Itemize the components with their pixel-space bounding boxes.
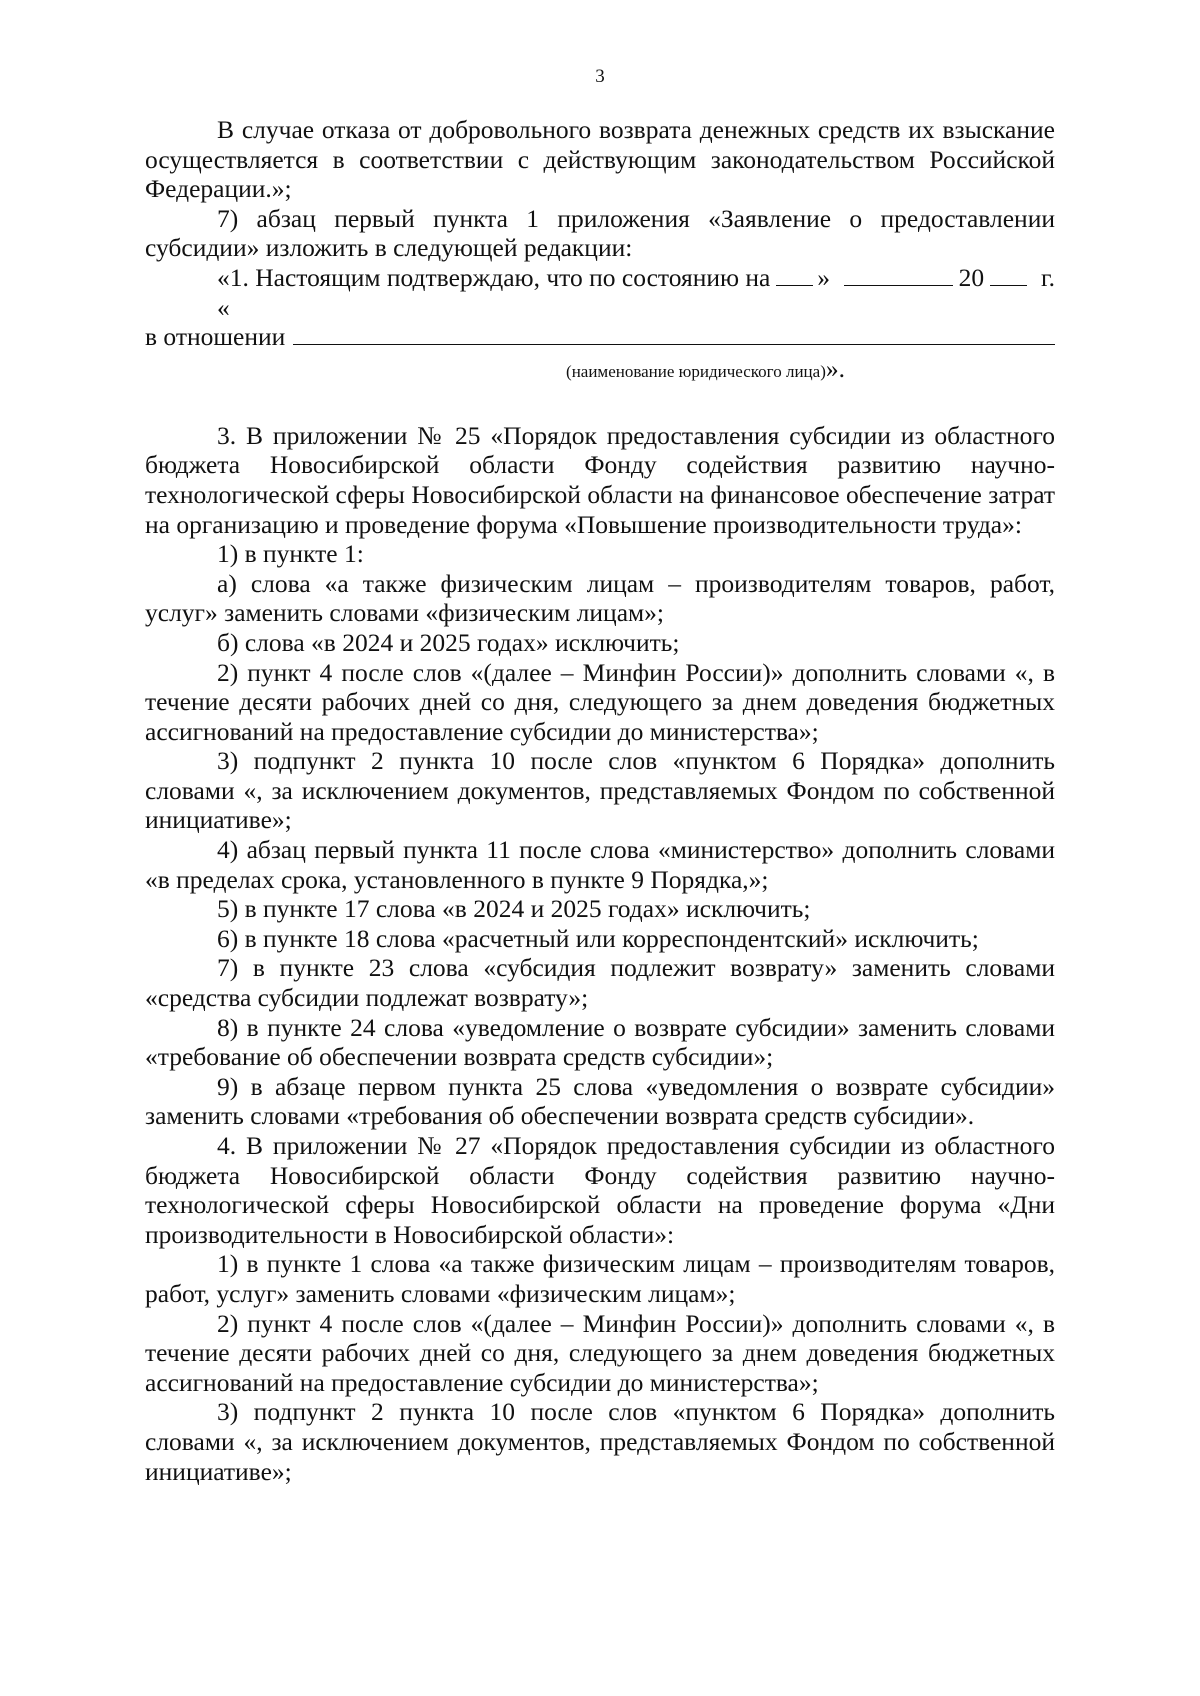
form-text: г. <box>1041 262 1055 292</box>
form-text: «1. Настоящим подтверждаю, что по состоянию на « <box>217 262 771 322</box>
paragraph: 8) в пункте 24 слова «уведомление о возврате субсидии» заменить словами «требование об обеспечении возврата средств субсидии»; <box>145 1012 1055 1072</box>
paragraph: б) слова «в 2024 и 2025 годах» исключить; <box>217 627 680 657</box>
form-relation-line <box>145 322 1055 352</box>
paragraph: 4. В приложении № 27 «Порядок предоставления субсидии из областного бюджета Новосибирской области Фонду содействия развитию научно-технологической сферы Новосибирской области на проведение форума «Дни производительности в Новосибирской области»: <box>145 1131 1055 1249</box>
month-blank <box>844 284 953 286</box>
paragraph: 7) абзац первый пункта 1 приложения «Заявление о предоставлении субсидии» изложить в следующей редакции: <box>145 203 1055 263</box>
paragraph: 7) в пункте 23 слова «субсидия подлежит возврату» заменить словами «средства субсидии подлежат возврату»; <box>145 953 1055 1013</box>
entity-name-blank <box>293 343 1055 345</box>
paragraph: 4) абзац первый пункта 11 после слова «министерство» дополнить словами «в пределах срока, установленного в пункте 9 Порядка,»; <box>145 835 1055 894</box>
relation-label: в отношении <box>145 322 286 352</box>
paragraph: 3. В приложении № 25 «Порядок предоставления субсидии из областного бюджета Новосибирской области Фонду содействия развитию научно-технологической сферы Новосибирской области на финансовое обеспечение затрат на организацию и проведение форума «Повышение производительности труда»: <box>145 420 1055 539</box>
paragraph: 2) пункт 4 после слов «(далее – Минфин России)» дополнить словами «, в течение десяти рабочих дней со дня, следующего за днем доведения бюджетных ассигнований на предоставление субсидии до министерства»; <box>145 1308 1055 1397</box>
paragraph: 5) в пункте 17 слова «в 2024 и 2025 годах» исключить; <box>217 894 811 924</box>
paragraph: 6) в пункте 18 слова «расчетный или корреспондентский» исключить; <box>217 923 979 953</box>
paragraph: 2) пункт 4 после слов «(далее – Минфин России)» дополнить словами «, в течение десяти рабочих дней со дня, следующего за днем доведения бюджетных ассигнований на предоставление субсидии до министерства»; <box>145 657 1055 746</box>
form-text: 20 <box>958 262 985 292</box>
year-blank <box>990 284 1027 286</box>
form-date-line <box>145 263 1055 322</box>
paragraph: 1) в пункте 1: <box>217 539 364 569</box>
field-caption: (наименование юридического лица)». <box>566 353 845 383</box>
document-body <box>145 115 1055 1486</box>
form-text: » <box>817 262 831 292</box>
page-number: 3 <box>595 66 605 87</box>
paragraph: 1) в пункте 1 слова «а также физическим лицам – производителям товаров, работ, услуг» заменить словами «физическим лицам»; <box>145 1249 1055 1308</box>
paragraph: 3) подпункт 2 пункта 10 после слов «пунктом 6 Порядка» дополнить словами «, за исключением документов, представляемых Фондом по собственной инициативе»; <box>145 1397 1055 1486</box>
paragraph: а) слова «а также физическим лицам – производителям товаров, работ, услуг» заменить словами «физическим лицам»; <box>145 568 1055 628</box>
paragraph: 3) подпункт 2 пункта 10 после слов «пунктом 6 Порядка» дополнить словами «, за исключением документов, представляемых Фондом по собственной инициативе»; <box>145 746 1055 835</box>
paragraph: В случае отказа от добровольного возврата денежных средств их взыскание осуществляется в соответствии с действующим законодательством Российской Федерации.»; <box>145 115 1055 204</box>
day-blank <box>776 284 813 286</box>
paragraph: 9) в абзаце первом пункта 25 слова «уведомления о возврате субсидии» заменить словами «требования об обеспечении возврата средств субсидии». <box>145 1071 1055 1131</box>
